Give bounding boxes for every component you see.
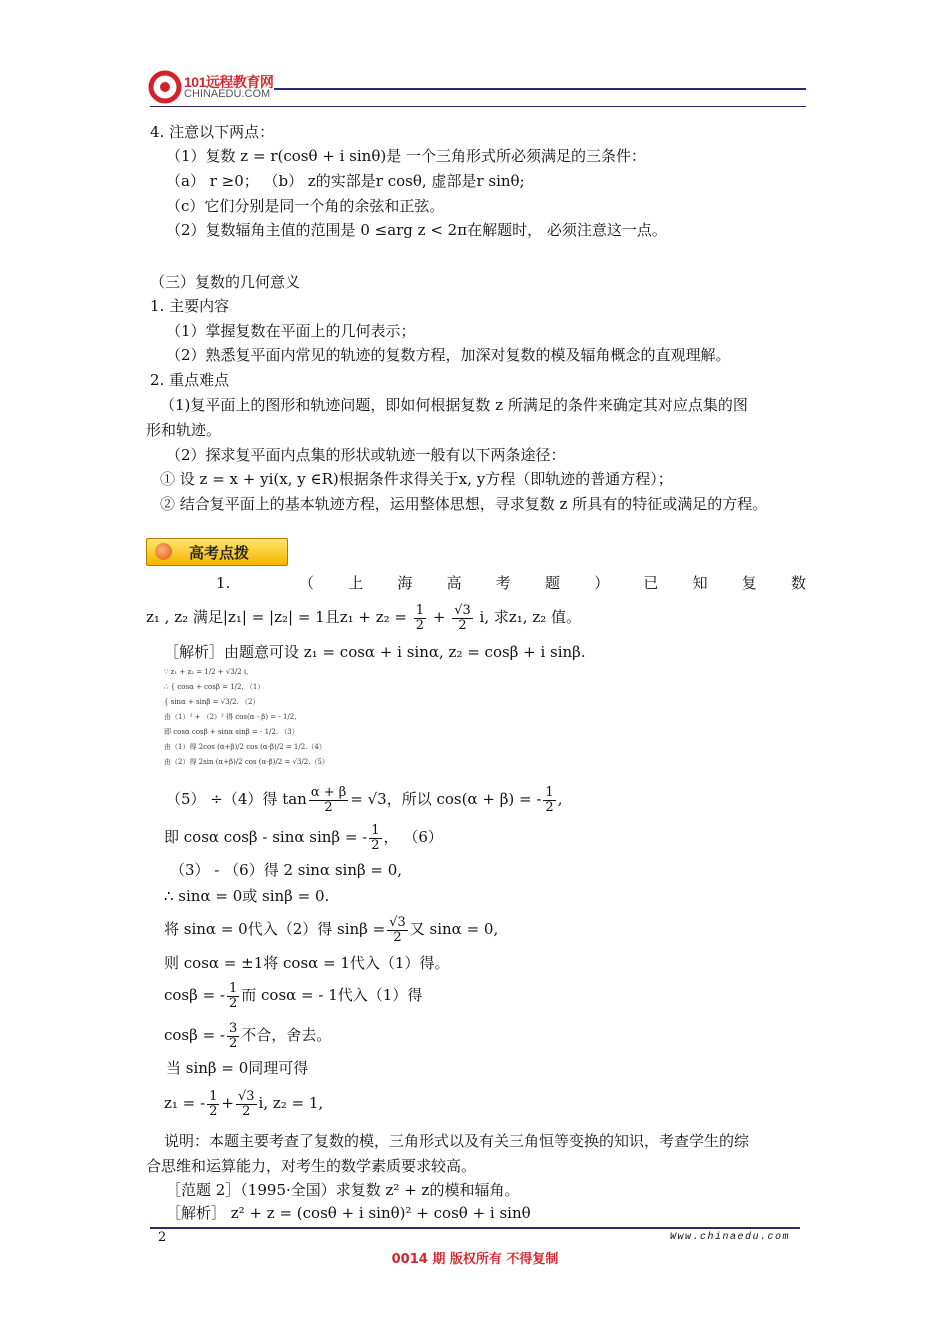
footer-url: Www.chinaedu.com [670,1232,791,1243]
text-line: 1. 主要内容 [150,297,230,315]
brand-site: CHINAEDU.COM [184,88,271,100]
text-line: （1)复平面上的图形和轨迹问题，即如何根据复数 z 所满足的条件来确定其对应点集的图 [160,396,748,414]
header-rule [274,88,806,90]
plus-sign: + [432,608,446,626]
text-line: （1）掌握复数在平面上的几何表示； [166,322,416,340]
analysis-line: ［解析］由题意可设 z₁ = cosα + i sinα, z₂ = cosβ + i sinβ. [164,643,586,661]
source-char: 复 [741,574,757,592]
step-line: 即 cosα cosβ - sinα sinβ = - $\frac{1}{2}$ ， （6） [164,822,443,853]
footer-copyright: 0014 期 版权所有 不得复制 [391,1252,559,1267]
step-line: cosβ = - $\frac{3}{2}$ 不合，舍去。 [164,1020,332,1051]
problem-number: 1. [216,574,231,592]
source-char: 上 [348,574,364,592]
source-char: 题 [545,574,561,592]
derivation-line: 由（1）² + （2）² 得 cos(α - β) = - 1/2, [164,713,297,721]
page-number: 2 [158,1230,167,1245]
derivation-line: ∴ { cosα + cosβ = 1/2, （1） [164,683,265,691]
text-line: ② 结合复平面上的基本轨迹方程，运用整体思想，寻求复数 z 所具有的特征或满足的方程。 [160,495,768,513]
source-char: 海 [397,574,413,592]
step-line: 则 cosα = ±1将 cosα = 1代入（1）得。 [164,954,450,972]
step-line: 将 sinα = 0代入（2）得 sinβ = $\frac{√3}{2}$ 又 sinα = 0, [164,914,499,945]
step-line: cosβ = - $\frac{1}{2}$ 而 cosα = - 1代入（1）得 [164,980,423,1011]
footer-rule [150,1227,800,1229]
fraction: $\frac{√3}{2}$ [454,602,471,633]
source-char: 考 [495,574,511,592]
logo-icon [148,70,182,104]
derivation-line: { sinα + sinβ = √3/2. （2） [164,698,260,706]
remark-line: 说明：本题主要考查了复数的模，三角形式以及有关三角恒等变换的知识，考查学生的综 [164,1132,750,1150]
text-line: （c）它们分别是同一个角的余弦和正弦。 [166,197,445,215]
text-line: 形和轨迹。 [146,421,222,439]
text-line: ① 设 z = x + yi(x, y ∈R)根据条件求得关于x, y方程（即轨迹的普通方程）； [160,470,673,488]
section-title: （三）复数的几何意义 [150,273,301,291]
step-line: 当 sinβ = 0同理可得 [166,1059,309,1077]
badge-label: 高考点拨 [189,544,250,562]
source-char: 知 [692,574,708,592]
condition-text: z₁ , z₂ 满足|z₁| = |z₂| = 1且z₁ + z₂ = [146,608,407,626]
condition-end: i, 求z₁, z₂ 值。 [479,608,582,626]
derivation-line: 由（1）得 2cos (α+β)/2 cos (α-β)/2 = 1/2.（4） [164,743,326,751]
source-char: （ [299,574,315,592]
section-badge [146,538,288,566]
text-line: （2）探求复平面内点集的形状或轨迹一般有以下两条途径： [166,446,566,464]
source-char: 数 [791,574,807,592]
step-line: （5） ÷（4）得 tan $\frac{\alpha + \beta}{2}$ = √3，所以 cos(α + β) = - $\frac{1}{2}$ , [166,784,563,815]
brand-name: 101远程教育网 [184,74,274,90]
badge-dot-icon [155,543,172,560]
derivation-line: 由（2）得 2sin (α+β)/2 cos (α-β)/2 = √3/2.（5） [164,758,329,766]
derivation-line: ∵ z₁ + z₂ = 1/2 + √3/2 i, [164,668,249,676]
source-char: 已 [643,574,659,592]
text-line: （2）熟悉复平面内常见的轨迹的复数方程，加深对复数的模及辐角概念的直观理解。 [166,346,731,364]
source-char: 高 [446,574,462,592]
step-line: （3） - （6）得 2 sinα sinβ = 0, [170,861,403,879]
fraction: $\frac{1}{2}$ [415,602,425,633]
text-line: 2. 重点难点 [150,371,230,389]
text-line: （2）复数辐角主值的范围是 0 ≤arg z < 2π在解题时， 必须注意这一点。 [166,221,667,239]
text-line: （a） r ≥0； （b） z的实部是r cosθ, 虚部是r sinθ; [166,172,525,190]
header-rule-thin [150,106,806,107]
derivation-line: 即 cosα cosβ + sinα sinβ = - 1/2. （3） [164,728,299,736]
remark-line: ［解析］ z² + z = (cosθ + i sinθ)² + cosθ + i sinθ [166,1204,531,1222]
remark-line: 合思维和运算能力，对考生的数学素质要求较高。 [146,1157,477,1175]
step-line: z₁ = - $\frac{1}{2}$ + $\frac{√3}{2}$ i, z₂ = 1, [164,1088,324,1119]
step-line: ∴ sinα = 0或 sinβ = 0. [164,887,330,905]
text-line: （1）复数 z = r(cosθ + i sinθ)是 一个三角形式所必须满足的三条件： [166,147,646,165]
remark-line: ［范题 2］（1995·全国）求复数 z² + z的模和辐角。 [166,1181,520,1199]
text-line: 4. 注意以下两点： [150,123,275,141]
problem-condition [146,603,581,633]
source-char: ） [594,574,610,592]
